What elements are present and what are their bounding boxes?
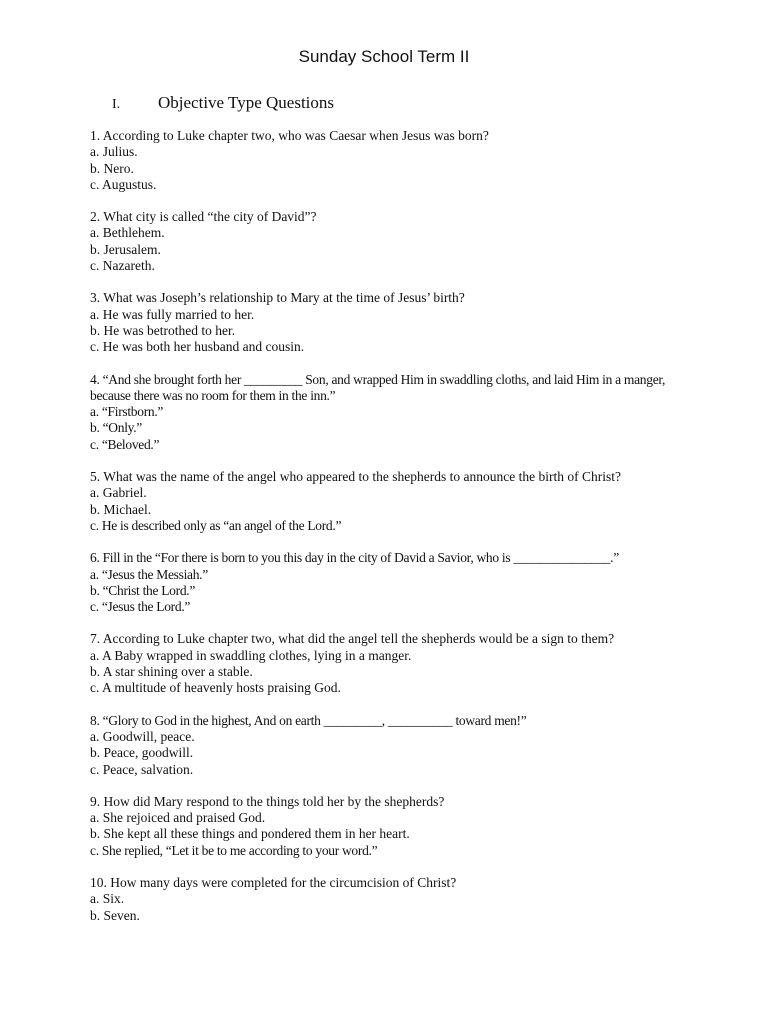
question-text: 6. Fill in the “For there is born to you this day in the city of David a Savior, who is _______________.” xyxy=(90,550,619,566)
answer-option: b. Nero. xyxy=(90,160,134,176)
answer-option: a. Gabriel. xyxy=(90,485,147,501)
answer-option: c. She replied, “Let it be to me according to your word.” xyxy=(90,842,378,858)
answer-option: b. Seven. xyxy=(90,907,140,923)
question-text: 3. What was Joseph’s relationship to Mary at the time of Jesus’ birth? xyxy=(90,290,465,306)
answer-option: a. “Firstborn.” xyxy=(90,404,164,420)
answer-option: b. He was betrothed to her. xyxy=(90,322,236,338)
section-heading xyxy=(112,92,334,116)
answer-option: c. A multitude of heavenly hosts praising God. xyxy=(90,680,341,696)
answer-option: b. Jerusalem. xyxy=(90,241,161,257)
answer-option: c. He was both her husband and cousin. xyxy=(90,339,305,355)
question-text: 7. According to Luke chapter two, what did the angel tell the shepherds would be a sign to them? xyxy=(90,631,615,647)
question-text: 5. What was the name of the angel who appeared to the shepherds to announce the birth of Christ? xyxy=(90,469,621,485)
question-5 xyxy=(90,469,690,534)
answer-option: b. Peace, goodwill. xyxy=(90,745,194,761)
document-title: Sunday School Term II xyxy=(298,47,470,66)
question-text: 2. What city is called “the city of David”? xyxy=(90,209,317,225)
answer-option: a. Bethlehem. xyxy=(90,225,165,241)
question-8 xyxy=(90,713,690,778)
question-text: 8. “Glory to God in the highest, And on earth _________, __________ toward men!” xyxy=(90,712,527,728)
answer-option: a. A Baby wrapped in swaddling clothes, lying in a manger. xyxy=(90,647,412,663)
answer-option: c. “Beloved.” xyxy=(90,436,160,452)
answer-option: b. “Christ the Lord.” xyxy=(90,582,196,598)
answer-option: c. Peace, salvation. xyxy=(90,761,194,777)
question-list xyxy=(90,128,690,940)
answer-option: a. “Jesus the Messiah.” xyxy=(90,566,208,582)
question-9 xyxy=(90,794,690,859)
answer-option: b. “Only.” xyxy=(90,420,142,436)
answer-option: c. “Jesus the Lord.” xyxy=(90,599,191,615)
section-heading-text: Objective Type Questions xyxy=(158,93,335,112)
answer-option: c. Nazareth. xyxy=(90,258,155,274)
answer-option: c. He is described only as “an angel of the Lord.” xyxy=(90,517,342,533)
answer-option: a. Goodwill, peace. xyxy=(90,728,195,744)
answer-option: c. Augustus. xyxy=(90,176,157,192)
question-10 xyxy=(90,875,690,924)
question-4 xyxy=(90,372,690,453)
question-1 xyxy=(90,128,690,193)
answer-option: a. Julius. xyxy=(90,144,138,160)
answer-option: b. Michael. xyxy=(90,501,152,517)
question-7 xyxy=(90,631,690,696)
answer-option: a. He was fully married to her. xyxy=(90,306,255,322)
question-text: 9. How did Mary respond to the things told her by the shepherds? xyxy=(90,793,445,809)
answer-option: b. A star shining over a stable. xyxy=(90,664,253,680)
question-text: 10. How many days were completed for the circumcision of Christ? xyxy=(90,874,457,890)
question-text: 1. According to Luke chapter two, who was Caesar when Jesus was born? xyxy=(90,128,489,143)
question-2 xyxy=(90,209,690,274)
answer-option: a. She rejoiced and praised God. xyxy=(90,810,266,826)
question-text: 4. “And she brought forth her _________ Son, and wrapped Him in swaddling cloths, and laid Him in a manger, because there was no room for them in the inn.” xyxy=(90,371,669,403)
answer-option: a. Six. xyxy=(90,891,125,907)
question-6 xyxy=(90,550,690,615)
section-number: I. xyxy=(112,97,121,112)
question-3 xyxy=(90,290,690,355)
answer-option: b. She kept all these things and pondered them in her heart. xyxy=(90,826,410,842)
